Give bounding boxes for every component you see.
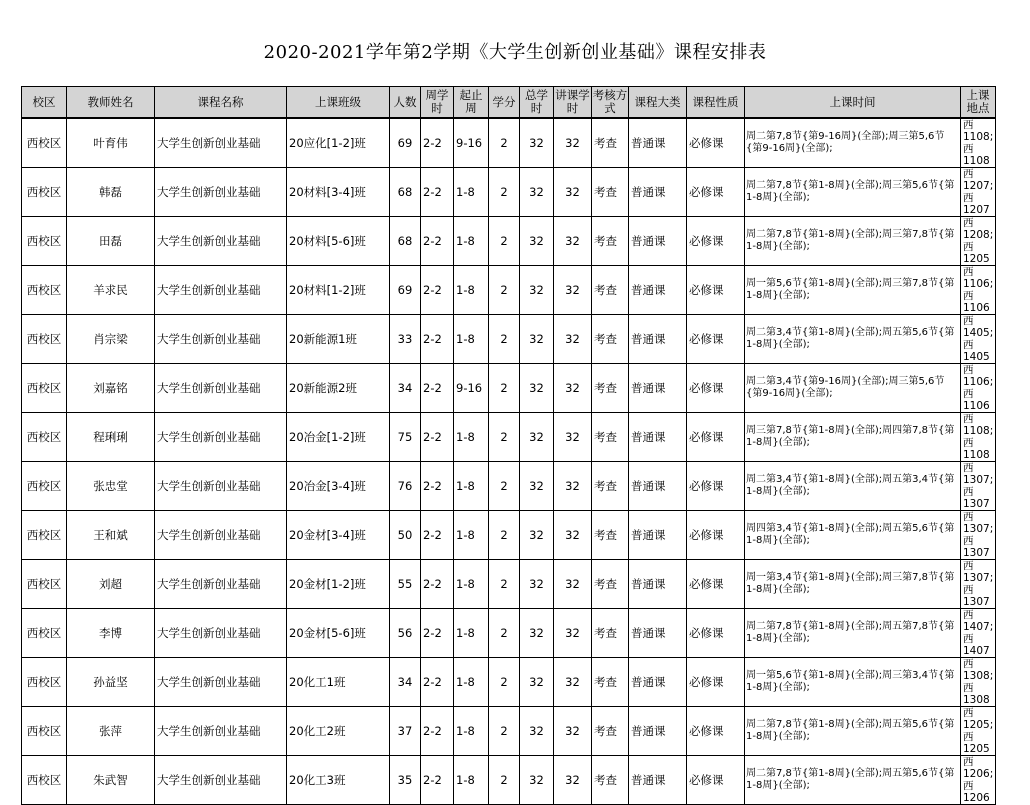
cell-credits: 2	[489, 413, 520, 462]
cell-course: 大学生创新创业基础	[155, 217, 287, 266]
cell-location: 西1307;西1307	[961, 462, 996, 511]
cell-class: 20化工3班	[287, 756, 390, 805]
cell-time: 周二第3,4节{第1-8周}(全部);周五第3,4节{第1-8周}(全部);	[745, 462, 961, 511]
cell-count: 50	[390, 511, 421, 560]
cell-total-hours: 32	[520, 560, 554, 609]
cell-exam: 考查	[592, 168, 629, 217]
cell-teacher: 韩磊	[67, 168, 155, 217]
cell-lecture-hours: 32	[554, 266, 592, 315]
cell-teacher: 王和斌	[67, 511, 155, 560]
cell-count: 34	[390, 364, 421, 413]
cell-weekly-hours: 2-2	[421, 217, 454, 266]
cell-class: 20金材[3-4]班	[287, 511, 390, 560]
cell-teacher: 张萍	[67, 707, 155, 756]
cell-credits: 2	[489, 560, 520, 609]
cell-lecture-hours: 32	[554, 168, 592, 217]
cell-weeks: 1-8	[454, 609, 489, 658]
cell-count: 69	[390, 118, 421, 168]
cell-nature: 必修课	[687, 266, 745, 315]
cell-lecture-hours: 32	[554, 658, 592, 707]
cell-lecture-hours: 32	[554, 707, 592, 756]
cell-total-hours: 32	[520, 118, 554, 168]
cell-count: 33	[390, 315, 421, 364]
cell-credits: 2	[489, 511, 520, 560]
cell-weekly-hours: 2-2	[421, 707, 454, 756]
cell-teacher: 刘嘉铭	[67, 364, 155, 413]
cell-location: 西1106;西1106	[961, 364, 996, 413]
cell-weeks: 1-8	[454, 756, 489, 805]
cell-weekly-hours: 2-2	[421, 118, 454, 168]
table-row	[22, 609, 996, 658]
cell-total-hours: 32	[520, 413, 554, 462]
cell-weekly-hours: 2-2	[421, 462, 454, 511]
cell-total-hours: 32	[520, 707, 554, 756]
cell-course: 大学生创新创业基础	[155, 560, 287, 609]
cell-course: 大学生创新创业基础	[155, 413, 287, 462]
header-campus: 校区	[22, 87, 67, 119]
cell-weekly-hours: 2-2	[421, 364, 454, 413]
cell-teacher: 孙益坚	[67, 658, 155, 707]
table-row	[22, 462, 996, 511]
table-row	[22, 413, 996, 462]
cell-exam: 考查	[592, 462, 629, 511]
cell-campus: 西校区	[22, 364, 67, 413]
cell-weekly-hours: 2-2	[421, 413, 454, 462]
cell-class: 20材料[5-6]班	[287, 217, 390, 266]
cell-lecture-hours: 32	[554, 462, 592, 511]
cell-time: 周一第5,6节{第1-8周}(全部);周三第3,4节{第1-8周}(全部);	[745, 658, 961, 707]
cell-campus: 西校区	[22, 707, 67, 756]
cell-course: 大学生创新创业基础	[155, 609, 287, 658]
header-total-hours: 总学时	[520, 87, 554, 119]
cell-weeks: 1-8	[454, 217, 489, 266]
cell-exam: 考查	[592, 658, 629, 707]
cell-credits: 2	[489, 364, 520, 413]
header-teacher: 教师姓名	[67, 87, 155, 119]
cell-credits: 2	[489, 217, 520, 266]
cell-time: 周二第7,8节{第9-16周}(全部);周三第5,6节{第9-16周}(全部);	[745, 118, 961, 168]
header-course: 课程名称	[155, 87, 287, 119]
table-row	[22, 560, 996, 609]
header-location: 上课地点	[961, 87, 996, 119]
cell-lecture-hours: 32	[554, 560, 592, 609]
cell-campus: 西校区	[22, 413, 67, 462]
cell-course: 大学生创新创业基础	[155, 511, 287, 560]
cell-location: 西1207;西1207	[961, 168, 996, 217]
cell-exam: 考查	[592, 707, 629, 756]
cell-weeks: 1-8	[454, 658, 489, 707]
table-row	[22, 168, 996, 217]
cell-weeks: 1-8	[454, 707, 489, 756]
cell-category: 普通课	[629, 462, 687, 511]
cell-campus: 西校区	[22, 560, 67, 609]
cell-credits: 2	[489, 658, 520, 707]
cell-weeks: 1-8	[454, 462, 489, 511]
cell-teacher: 羊求民	[67, 266, 155, 315]
cell-location: 西1307;西1307	[961, 511, 996, 560]
table-row	[22, 511, 996, 560]
table-row	[22, 756, 996, 805]
cell-count: 34	[390, 658, 421, 707]
cell-weekly-hours: 2-2	[421, 266, 454, 315]
cell-time: 周二第3,4节{第1-8周}(全部);周五第5,6节{第1-8周}(全部);	[745, 315, 961, 364]
table-row	[22, 266, 996, 315]
cell-nature: 必修课	[687, 217, 745, 266]
cell-location: 西1108;西1108	[961, 413, 996, 462]
cell-exam: 考查	[592, 118, 629, 168]
cell-weeks: 1-8	[454, 266, 489, 315]
cell-time: 周三第7,8节{第1-8周}(全部);周四第7,8节{第1-8周}(全部);	[745, 413, 961, 462]
cell-class: 20金材[5-6]班	[287, 609, 390, 658]
cell-nature: 必修课	[687, 315, 745, 364]
cell-category: 普通课	[629, 560, 687, 609]
cell-credits: 2	[489, 168, 520, 217]
cell-total-hours: 32	[520, 658, 554, 707]
header-time: 上课时间	[745, 87, 961, 119]
cell-teacher: 李博	[67, 609, 155, 658]
cell-teacher: 叶育伟	[67, 118, 155, 168]
cell-lecture-hours: 32	[554, 118, 592, 168]
cell-exam: 考查	[592, 315, 629, 364]
cell-class: 20应化[1-2]班	[287, 118, 390, 168]
cell-weeks: 1-8	[454, 511, 489, 560]
cell-category: 普通课	[629, 707, 687, 756]
cell-weekly-hours: 2-2	[421, 560, 454, 609]
cell-campus: 西校区	[22, 658, 67, 707]
cell-lecture-hours: 32	[554, 217, 592, 266]
cell-category: 普通课	[629, 266, 687, 315]
cell-location: 西1308;西1308	[961, 658, 996, 707]
cell-weeks: 9-16	[454, 364, 489, 413]
cell-exam: 考查	[592, 511, 629, 560]
cell-class: 20材料[3-4]班	[287, 168, 390, 217]
cell-exam: 考查	[592, 413, 629, 462]
cell-nature: 必修课	[687, 756, 745, 805]
cell-nature: 必修课	[687, 707, 745, 756]
cell-location: 西1208;西1205	[961, 217, 996, 266]
table-row	[22, 707, 996, 756]
cell-time: 周四第3,4节{第1-8周}(全部);周五第5,6节{第1-8周}(全部);	[745, 511, 961, 560]
table-row	[22, 315, 996, 364]
cell-credits: 2	[489, 118, 520, 168]
cell-count: 68	[390, 168, 421, 217]
cell-class: 20化工1班	[287, 658, 390, 707]
header-lecture-hours: 讲课学时	[554, 87, 592, 119]
cell-category: 普通课	[629, 756, 687, 805]
cell-lecture-hours: 32	[554, 364, 592, 413]
cell-campus: 西校区	[22, 756, 67, 805]
cell-credits: 2	[489, 462, 520, 511]
cell-location: 西1307;西1307	[961, 560, 996, 609]
cell-credits: 2	[489, 266, 520, 315]
cell-exam: 考查	[592, 560, 629, 609]
cell-category: 普通课	[629, 413, 687, 462]
cell-lecture-hours: 32	[554, 315, 592, 364]
cell-total-hours: 32	[520, 217, 554, 266]
cell-time: 周二第7,8节{第1-8周}(全部);周五第5,6节{第1-8周}(全部);	[745, 707, 961, 756]
cell-course: 大学生创新创业基础	[155, 462, 287, 511]
header-nature: 课程性质	[687, 87, 745, 119]
cell-exam: 考查	[592, 609, 629, 658]
cell-teacher: 张忠堂	[67, 462, 155, 511]
cell-teacher: 朱武智	[67, 756, 155, 805]
cell-time: 周一第3,4节{第1-8周}(全部);周三第7,8节{第1-8周}(全部);	[745, 560, 961, 609]
cell-total-hours: 32	[520, 168, 554, 217]
cell-weeks: 1-8	[454, 315, 489, 364]
cell-campus: 西校区	[22, 462, 67, 511]
cell-count: 76	[390, 462, 421, 511]
header-category: 课程大类	[629, 87, 687, 119]
cell-category: 普通课	[629, 168, 687, 217]
cell-teacher: 程琍琍	[67, 413, 155, 462]
cell-weekly-hours: 2-2	[421, 658, 454, 707]
cell-nature: 必修课	[687, 168, 745, 217]
cell-count: 35	[390, 756, 421, 805]
cell-teacher: 田磊	[67, 217, 155, 266]
cell-count: 55	[390, 560, 421, 609]
cell-credits: 2	[489, 315, 520, 364]
cell-time: 周一第5,6节{第1-8周}(全部);周三第7,8节{第1-8周}(全部);	[745, 266, 961, 315]
cell-total-hours: 32	[520, 609, 554, 658]
cell-course: 大学生创新创业基础	[155, 118, 287, 168]
cell-count: 37	[390, 707, 421, 756]
schedule-table	[21, 86, 996, 805]
cell-time: 周二第7,8节{第1-8周}(全部);周三第7,8节{第1-8周}(全部);	[745, 217, 961, 266]
cell-nature: 必修课	[687, 560, 745, 609]
cell-lecture-hours: 32	[554, 511, 592, 560]
cell-weekly-hours: 2-2	[421, 315, 454, 364]
cell-weekly-hours: 2-2	[421, 168, 454, 217]
cell-weekly-hours: 2-2	[421, 609, 454, 658]
cell-category: 普通课	[629, 658, 687, 707]
cell-exam: 考查	[592, 364, 629, 413]
cell-credits: 2	[489, 756, 520, 805]
table-row	[22, 658, 996, 707]
cell-campus: 西校区	[22, 266, 67, 315]
cell-nature: 必修课	[687, 364, 745, 413]
header-count: 人数	[390, 87, 421, 119]
cell-exam: 考查	[592, 217, 629, 266]
cell-time: 周二第3,4节{第9-16周}(全部);周三第5,6节{第9-16周}(全部);	[745, 364, 961, 413]
cell-location: 西1108;西1108	[961, 118, 996, 168]
cell-weeks: 1-8	[454, 560, 489, 609]
cell-campus: 西校区	[22, 609, 67, 658]
cell-course: 大学生创新创业基础	[155, 168, 287, 217]
cell-category: 普通课	[629, 511, 687, 560]
cell-lecture-hours: 32	[554, 756, 592, 805]
cell-nature: 必修课	[687, 658, 745, 707]
cell-time: 周二第7,8节{第1-8周}(全部);周三第5,6节{第1-8周}(全部);	[745, 168, 961, 217]
cell-exam: 考查	[592, 756, 629, 805]
cell-course: 大学生创新创业基础	[155, 756, 287, 805]
cell-class: 20金材[1-2]班	[287, 560, 390, 609]
cell-count: 56	[390, 609, 421, 658]
cell-class: 20冶金[3-4]班	[287, 462, 390, 511]
cell-location: 西1205;西1205	[961, 707, 996, 756]
cell-weekly-hours: 2-2	[421, 511, 454, 560]
cell-campus: 西校区	[22, 168, 67, 217]
cell-lecture-hours: 32	[554, 413, 592, 462]
cell-count: 68	[390, 217, 421, 266]
table-row	[22, 118, 996, 168]
cell-total-hours: 32	[520, 756, 554, 805]
cell-total-hours: 32	[520, 364, 554, 413]
header-row	[22, 87, 996, 119]
cell-credits: 2	[489, 707, 520, 756]
cell-category: 普通课	[629, 217, 687, 266]
cell-course: 大学生创新创业基础	[155, 707, 287, 756]
table-row	[22, 217, 996, 266]
cell-campus: 西校区	[22, 217, 67, 266]
cell-course: 大学生创新创业基础	[155, 364, 287, 413]
cell-total-hours: 32	[520, 462, 554, 511]
header-exam: 考核方式	[592, 87, 629, 119]
cell-weekly-hours: 2-2	[421, 756, 454, 805]
cell-campus: 西校区	[22, 118, 67, 168]
cell-weeks: 1-8	[454, 168, 489, 217]
cell-course: 大学生创新创业基础	[155, 658, 287, 707]
cell-nature: 必修课	[687, 609, 745, 658]
table-row	[22, 364, 996, 413]
cell-nature: 必修课	[687, 413, 745, 462]
cell-category: 普通课	[629, 315, 687, 364]
page-title: 2020-2021学年第2学期《大学生创新创业基础》课程安排表	[263, 42, 767, 63]
cell-teacher: 肖宗梁	[67, 315, 155, 364]
cell-nature: 必修课	[687, 511, 745, 560]
cell-course: 大学生创新创业基础	[155, 315, 287, 364]
header-class: 上课班级	[287, 87, 390, 119]
cell-total-hours: 32	[520, 266, 554, 315]
cell-location: 西1405;西1405	[961, 315, 996, 364]
cell-course: 大学生创新创业基础	[155, 266, 287, 315]
cell-total-hours: 32	[520, 315, 554, 364]
cell-category: 普通课	[629, 609, 687, 658]
cell-count: 69	[390, 266, 421, 315]
cell-teacher: 刘超	[67, 560, 155, 609]
cell-count: 75	[390, 413, 421, 462]
cell-time: 周二第7,8节{第1-8周}(全部);周五第5,6节{第1-8周}(全部);	[745, 756, 961, 805]
cell-category: 普通课	[629, 364, 687, 413]
cell-time: 周二第7,8节{第1-8周}(全部);周五第7,8节{第1-8周}(全部);	[745, 609, 961, 658]
cell-class: 20新能源2班	[287, 364, 390, 413]
cell-location: 西1206;西1206	[961, 756, 996, 805]
cell-class: 20冶金[1-2]班	[287, 413, 390, 462]
cell-nature: 必修课	[687, 462, 745, 511]
header-weeks: 起止周	[454, 87, 489, 119]
header-credits: 学分	[489, 87, 520, 119]
cell-weeks: 9-16	[454, 118, 489, 168]
cell-location: 西1407;西1407	[961, 609, 996, 658]
cell-location: 西1106;西1106	[961, 266, 996, 315]
cell-total-hours: 32	[520, 511, 554, 560]
cell-class: 20材料[1-2]班	[287, 266, 390, 315]
cell-campus: 西校区	[22, 315, 67, 364]
cell-campus: 西校区	[22, 511, 67, 560]
cell-weeks: 1-8	[454, 413, 489, 462]
cell-category: 普通课	[629, 118, 687, 168]
cell-nature: 必修课	[687, 118, 745, 168]
cell-class: 20新能源1班	[287, 315, 390, 364]
cell-exam: 考查	[592, 266, 629, 315]
cell-lecture-hours: 32	[554, 609, 592, 658]
cell-credits: 2	[489, 609, 520, 658]
cell-class: 20化工2班	[287, 707, 390, 756]
header-weekly-hours: 周学时	[421, 87, 454, 119]
